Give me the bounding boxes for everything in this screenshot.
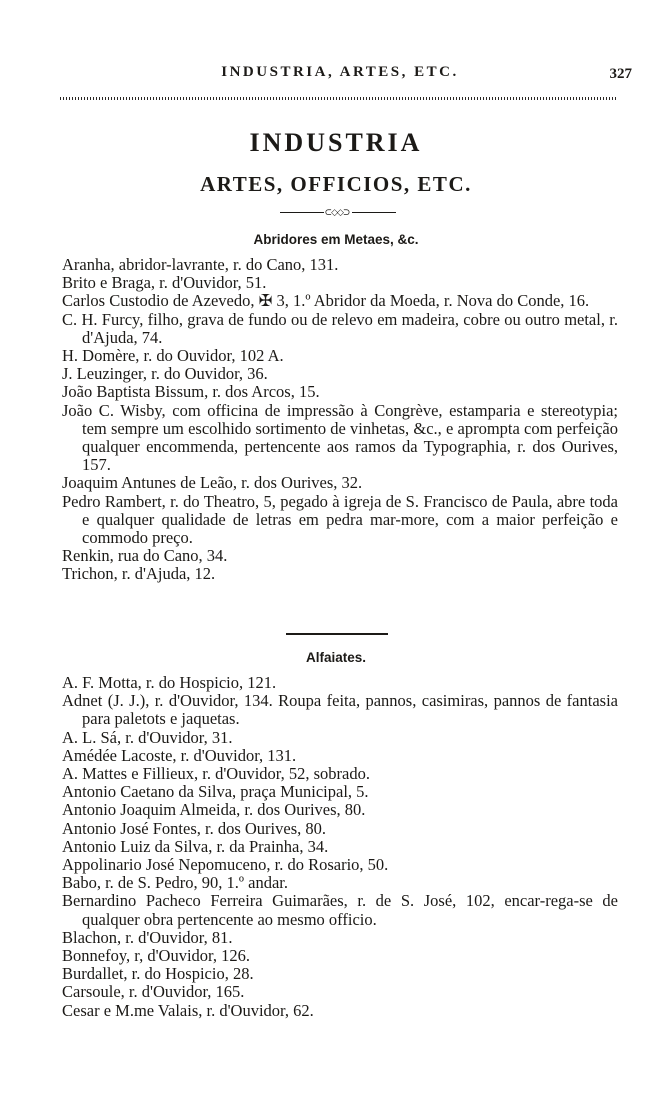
directory-entry: Pedro Rambert, r. do Theatro, 5, pegado à igreja de S. Francisco de Paula, abre toda e qualquer qualidade de letras em pedra mar-more, com a maior perfeição e commodo preço.	[62, 491, 618, 548]
header-rule	[60, 97, 616, 100]
directory-entry: João C. Wisby, com officina de impressão à Congrève, estamparia e stereotypia; tem sempre um escolhido sortimento de vinhetas, &c., e aprompta com perfeição qualquer encommenda, pertencente aos ramos da Typographia, r. dos Ourives, 157.	[62, 400, 618, 475]
directory-entry: H. Domère, r. do Ouvidor, 102 A.	[62, 346, 284, 366]
directory-entry: Burdallet, r. do Hospicio, 28.	[62, 964, 254, 984]
entry-list	[62, 256, 618, 584]
page-number: 327	[609, 66, 632, 82]
directory-entry: Bernardino Pacheco Ferreira Guimarães, r. de S. José, 102, encar-rega-se de qualquer obra pertencente ao mesmo officio.	[62, 891, 618, 929]
directory-entry: Cesar e M.me Valais, r. d'Ouvidor, 62.	[62, 1000, 314, 1020]
directory-entry: Appolinario José Nepomuceno, r. do Rosario, 50.	[62, 855, 389, 875]
directory-entry: Trichon, r. d'Ajuda, 12.	[62, 564, 216, 584]
section-subtitle: ARTES, OFFICIOS, ETC.	[200, 172, 472, 196]
directory-entry: Adnet (J. J.), r. d'Ouvidor, 134. Roupa feita, pannos, casimiras, pannos de fantasia para paletots e jaquetas.	[62, 691, 618, 729]
directory-entry: Bonnefoy, r, d'Ouvidor, 126.	[62, 946, 251, 966]
directory-entry: Antonio Luiz da Silva, r. da Prainha, 34.	[62, 836, 329, 856]
directory-entry: Antonio Joaquim Almeida, r. dos Ourives, 80.	[62, 800, 366, 820]
directory-entry: Carlos Custodio de Azevedo, ✠ 3, 1.º Abridor da Moeda, r. Nova do Conde, 16.	[62, 291, 590, 311]
ornament-divider: ⊂◇◇⊃	[272, 208, 402, 218]
directory-entry: A. Mattes e Fillieux, r. d'Ouvidor, 52, sobrado.	[62, 764, 370, 784]
directory-entry: J. Leuzinger, r. do Ouvidor, 36.	[62, 364, 268, 384]
directory-entry: A. F. Motta, r. do Hospicio, 121.	[62, 673, 277, 692]
section-title: INDUSTRIA	[249, 128, 423, 157]
running-header	[0, 62, 672, 86]
directory-entry: Brito e Braga, r. d'Ouvidor, 51.	[62, 273, 267, 293]
directory-entry: Joaquim Antunes de Leão, r. dos Ourives, 32.	[62, 473, 363, 493]
directory-entry: Antonio José Fontes, r. dos Ourives, 80.	[62, 818, 326, 838]
directory-entry: Carsoule, r. d'Ouvidor, 165.	[62, 982, 245, 1002]
directory-entry: Antonio Caetano da Silva, praça Municipal, 5.	[62, 782, 369, 802]
group-heading: Abridores em Metaes, &c.	[253, 232, 419, 247]
directory-entry: Babo, r. de S. Pedro, 90, 1.º andar.	[62, 873, 289, 893]
entry-list	[62, 674, 618, 1020]
section-rule	[286, 633, 388, 635]
directory-entry: Renkin, rua do Cano, 34.	[62, 546, 228, 566]
directory-entry: A. L. Sá, r. d'Ouvidor, 31.	[62, 727, 233, 747]
directory-entry: Aranha, abridor-lavrante, r. do Cano, 131.	[62, 255, 339, 274]
group-heading: Alfaiates.	[305, 650, 367, 665]
directory-entry: Amédée Lacoste, r. d'Ouvidor, 131.	[62, 745, 297, 765]
directory-entry: João Baptista Bissum, r. dos Arcos, 15.	[62, 382, 320, 402]
directory-entry: C. H. Furcy, filho, grava de fundo ou de relevo em madeira, cobre ou outro metal, r. d'Ajuda, 74.	[62, 309, 618, 347]
directory-entry: Blachon, r. d'Ouvidor, 81.	[62, 927, 233, 947]
running-title: INDUSTRIA, ARTES, ETC.	[221, 64, 459, 80]
